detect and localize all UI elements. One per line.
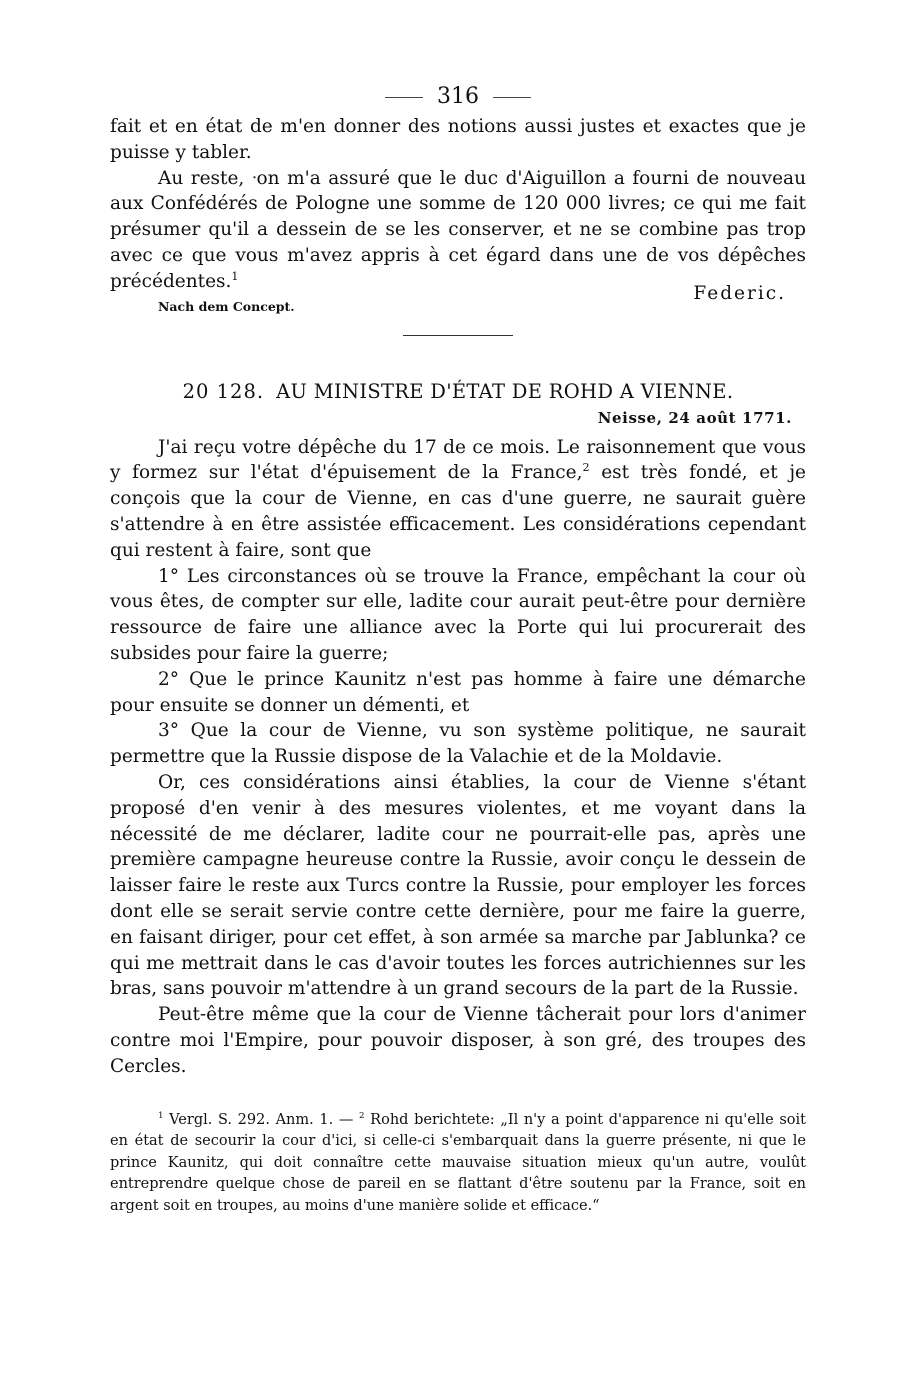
- document-number: 20 128.: [182, 379, 265, 403]
- footnote-1-mark: 1: [158, 1110, 164, 1121]
- point-2: 2° Que le prince Kaunitz n'est pas homme à faire une démarche pour ensuite se donner un démenti, et: [110, 668, 806, 716]
- aiguillon-paragraph: [110, 166, 806, 295]
- dateline: Neisse, 24 août 1771.: [597, 408, 792, 427]
- concept-note: Nach dem Concept.: [158, 298, 295, 314]
- letter-paragraph-1-b: est très fondé, et je conçois que la cour de Vienne, en cas d'une guerre, ne saurait guère s'attendre à en être assistée efficacement. Les considérations cependant qui restent à faire, sont que: [110, 462, 807, 561]
- continuation-paragraph: fait et en état de m'en donner des notions aussi justes et exactes que je puisse y tabler.: [110, 116, 806, 163]
- footnote-2-mark: 2: [359, 1110, 365, 1121]
- section-divider: [403, 335, 513, 336]
- letter-paragraph-1: [110, 435, 806, 564]
- footnote-1-text: Vergl. S. 292. Anm. 1. —: [163, 1111, 360, 1128]
- point-3: 3° Que la cour de Vienne, vu son système politique, ne saurait permettre que la Russie dispose de la Valachie et de la Moldavie.: [110, 720, 806, 768]
- footnote-2-text: Rohd berichtete: „Il n'y a point d'apparence ni qu'elle soit en état de secourir la cour d'ici, si celle-ci s'embarquait dans la guerre présente, ni que le prince Kaunitz, qui doit connaître cette mauvaise situation mieux qu'un autre, voulût entreprendre quelque chose de pareil en se flattant d'être soutenu par la France, soit en argent soit en troupes, au moins d'une manière solide et efficace.“: [110, 1111, 806, 1214]
- header-dash-left: [385, 97, 423, 98]
- signature-row: [110, 282, 806, 323]
- page-header: [110, 80, 806, 114]
- document-title: AU MINISTRE D'ÉTAT DE ROHD A VIENNE.: [276, 379, 734, 403]
- point-1: 1° Les circonstances où se trouve la France, empêchant la cour où vous êtes, de compter sur elle, ladite cour aurait peut-être pour dernière ressource de faire une alliance avec la Porte qui lui procurerait des subsides pour faire la guerre;: [110, 565, 806, 664]
- signature: Federic.: [693, 282, 786, 304]
- letter-paragraph-1-a: J'ai reçu votre dépêche du 17 de ce mois. Le raisonnement que vous y formez sur l'état d'épuisement de la France,: [110, 436, 806, 484]
- header-dash-right: [493, 97, 531, 98]
- aiguillon-text: Au reste, ᐧon m'a assuré que le duc d'Aiguillon a fourni de nouveau aux Confédérés de Pologne une somme de 120 000 livres; ce qui me fait présumer qu'il a dessein de se les conserver, et ne se combine pas trop avec ce que vous m'avez appris à cet égard dans une de vos dépêches précédentes.: [110, 167, 806, 292]
- letter-paragraph-3: Peut-être même que la cour de Vienne tâcherait pour lors d'animer contre moi l'Empire, pour pouvoir disposer, à son gré, des troupes des Cercles.: [110, 1004, 806, 1077]
- page: [110, 80, 806, 1217]
- footnotes: [110, 1110, 806, 1218]
- footnote-block: [110, 1110, 806, 1218]
- page-number: 316: [437, 84, 479, 109]
- letter-paragraph-2: Or, ces considérations ainsi établies, la cour de Vienne s'étant proposé d'en venir à des mesures violentes, et me voyant dans la nécessité de me déclarer, ladite cour ne pourrait-elle pas, après une première campagne heureuse contre la Russie, avoir conçu le dessein de laisser faire le reste aux Turcs contre la Russie, pour employer les forces dont elle se serait servie contre cette dernière, pour me faire la guerre, en faisant diriger, pour cet effet, à son armée sa marche par Jablunka? ce qui me mettrait dans le cas d'avoir toutes les forces autrichiennes sur les bras, sans pouvoir m'attendre à un grand secours de la part de la Russie.: [110, 771, 806, 1000]
- footnote-ref-2: 2: [582, 461, 590, 475]
- document-heading: [110, 380, 806, 403]
- letter-body: [110, 435, 806, 1080]
- footnote-ref-1: 1: [231, 269, 239, 283]
